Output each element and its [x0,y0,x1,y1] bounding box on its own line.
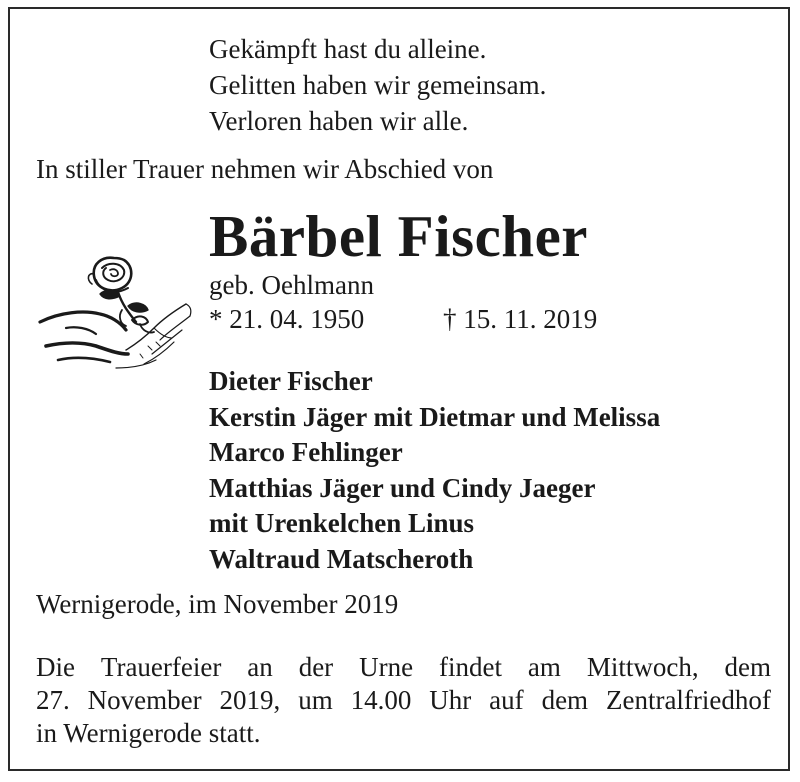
intro-text: In stiller Trauer nehmen wir Abschied von [36,154,494,184]
birth-date: * 21. 04. 1950 [209,304,365,334]
notice-word: Uhr [429,685,472,715]
notice-word: 14.00 [350,685,412,715]
notice-line-3 [36,717,771,750]
notice-word: Urne [359,652,414,682]
notice-word: am [527,652,561,682]
poem [209,31,546,139]
notice-word: in Wernigerode statt. [36,718,261,748]
mourner-name: Marco Fehlinger [209,437,403,468]
notice-word: an [247,652,273,682]
notice-line-2 [36,684,771,717]
notice-word: Die [36,652,75,682]
notice-word: dem [724,652,771,682]
notice-word: findet [439,652,502,682]
notice-line-1 [36,651,771,684]
notice-word: Zentralfriedhof [605,685,771,715]
notice-word: 2019, [219,685,281,715]
poem-line: Verloren haben wir alle. [209,106,469,136]
death-date: † 15. 11. 2019 [443,304,598,334]
rose-in-hands-icon [36,250,196,380]
notice-word: dem [541,685,589,715]
notice-word: Mittwoch, [586,652,699,682]
mourner-name: Dieter Fischer [209,366,373,396]
poem-line: Gekämpft hast du alleine. [209,34,487,64]
notice-word: November [87,685,202,715]
notice-word: Trauerfeier [100,652,222,682]
birth-name: geb. Oehlmann [209,270,374,300]
mourner-name: mit Urenkelchen Linus [209,508,475,539]
notice-word: 27. [36,685,70,715]
funeral-notice [36,651,771,750]
mourner-name: Waltraud Matscheroth [209,543,474,574]
notice-word: der [298,652,334,682]
notice-word: auf [489,685,524,715]
poem-line: Gelitten haben wir gemeinsam. [209,70,547,100]
place-date: Wernigerode, im November 2019 [36,589,399,619]
mourners-list [209,364,660,578]
mourner-name: Kerstin Jäger mit Dietmar und Melissa [209,401,661,432]
deceased-name: Bärbel Fischer [209,203,588,269]
mourner-name: Matthias Jäger und Cindy Jaeger [209,472,596,503]
notice-word: um [298,685,333,715]
